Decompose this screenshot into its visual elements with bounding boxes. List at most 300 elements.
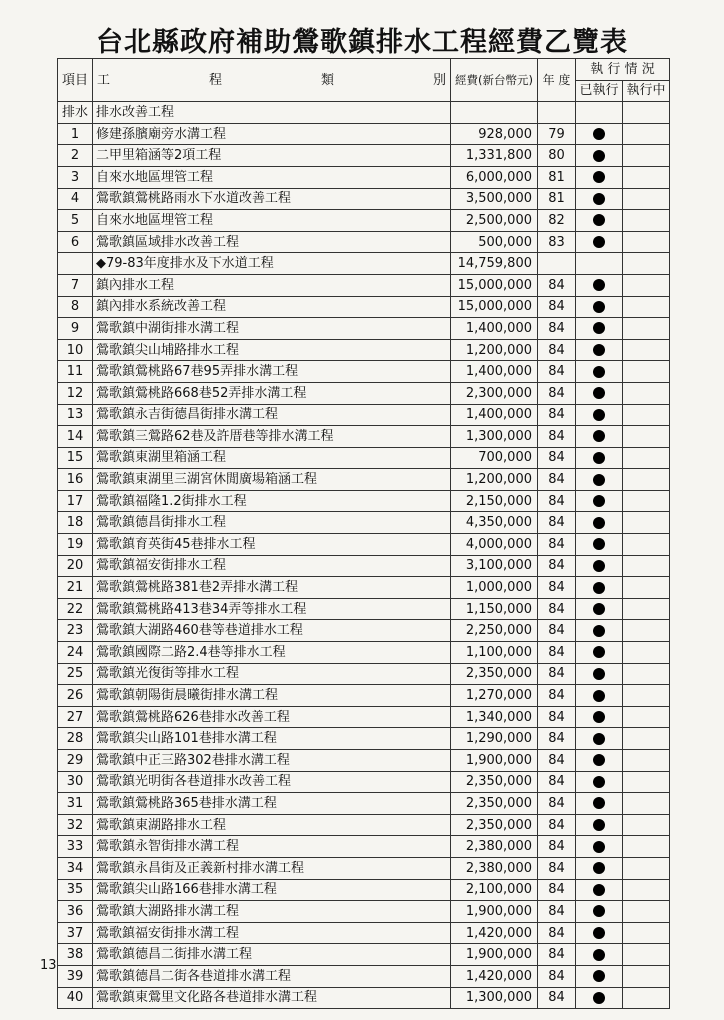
project-name: 鶯歌鎮大湖路排水溝工程	[93, 901, 451, 923]
project-name: 鶯歌鎮永昌街及正義新村排水溝工程	[93, 857, 451, 879]
project-cost: 928,000	[451, 123, 538, 145]
project-name: 鶯歌鎮永吉街德昌街排水溝工程	[93, 404, 451, 426]
status-done-cell	[576, 598, 623, 620]
table-row	[58, 771, 670, 793]
project-name: 鶯歌鎮東鶯里文化路各巷道排水溝工程	[93, 987, 451, 1009]
project-name: 鶯歌鎮尖山路166巷排水溝工程	[93, 879, 451, 901]
status-in-progress-cell	[623, 253, 670, 275]
done-dot-icon	[593, 754, 605, 766]
empty-cell	[623, 102, 670, 124]
done-dot-icon	[593, 495, 605, 507]
done-dot-icon	[593, 344, 605, 356]
table-row	[58, 469, 670, 491]
project-year: 84	[538, 296, 576, 318]
table-row	[58, 728, 670, 750]
project-cost: 6,000,000	[451, 166, 538, 188]
project-year: 84	[538, 706, 576, 728]
project-name: 鶯歌鎮育英街45巷排水工程	[93, 534, 451, 556]
table-row	[58, 188, 670, 210]
project-year: 82	[538, 210, 576, 232]
done-dot-icon	[593, 430, 605, 442]
project-year: 84	[538, 879, 576, 901]
project-cost: 1,900,000	[451, 944, 538, 966]
status-in-progress-cell	[623, 663, 670, 685]
status-done-cell	[576, 987, 623, 1009]
table-row	[58, 750, 670, 772]
project-cost: 4,350,000	[451, 512, 538, 534]
project-year: 84	[538, 361, 576, 383]
project-year: 84	[538, 771, 576, 793]
done-dot-icon	[593, 301, 605, 313]
done-dot-icon	[593, 214, 605, 226]
done-dot-icon	[593, 193, 605, 205]
header-category	[93, 59, 451, 102]
status-done-cell	[576, 123, 623, 145]
status-in-progress-cell	[623, 857, 670, 879]
done-dot-icon	[593, 884, 605, 896]
done-dot-icon	[593, 927, 605, 939]
project-name: 鶯歌鎮光復街等排水工程	[93, 663, 451, 685]
project-cost: 15,000,000	[451, 274, 538, 296]
project-year: 84	[538, 555, 576, 577]
project-cost: 2,350,000	[451, 771, 538, 793]
project-year: 84	[538, 814, 576, 836]
status-in-progress-cell	[623, 382, 670, 404]
project-year: 84	[538, 577, 576, 599]
item-number	[58, 253, 93, 275]
project-cost: 1,200,000	[451, 339, 538, 361]
project-year: 84	[538, 382, 576, 404]
item-number: 35	[58, 879, 93, 901]
project-cost: 1,300,000	[451, 987, 538, 1009]
project-cost: 1,340,000	[451, 706, 538, 728]
project-name: 鶯歌鎮德昌二街各巷道排水溝工程	[93, 965, 451, 987]
project-name: 鶯歌鎮大湖路460巷等巷道排水工程	[93, 620, 451, 642]
project-cost: 15,000,000	[451, 296, 538, 318]
status-done-cell	[576, 145, 623, 167]
project-year: 84	[538, 274, 576, 296]
status-done-cell	[576, 642, 623, 664]
table-row	[58, 642, 670, 664]
done-dot-icon	[593, 949, 605, 961]
project-cost: 500,000	[451, 231, 538, 253]
item-number: 9	[58, 318, 93, 340]
item-number: 2	[58, 145, 93, 167]
done-dot-icon	[593, 560, 605, 572]
project-year: 84	[538, 922, 576, 944]
table-row	[58, 965, 670, 987]
status-done-cell	[576, 793, 623, 815]
project-name: 鶯歌鎮鶯桃路668巷52弄排水溝工程	[93, 382, 451, 404]
table-row	[58, 685, 670, 707]
project-year: 84	[538, 447, 576, 469]
status-in-progress-cell	[623, 296, 670, 318]
project-cost: 1,290,000	[451, 728, 538, 750]
status-in-progress-cell	[623, 901, 670, 923]
header-row-top	[58, 59, 670, 81]
status-in-progress-cell	[623, 361, 670, 383]
item-number: 21	[58, 577, 93, 599]
project-year: 84	[538, 339, 576, 361]
project-name: 鶯歌鎮鶯桃路67巷95弄排水溝工程	[93, 361, 451, 383]
status-done-cell	[576, 253, 623, 275]
project-cost: 2,150,000	[451, 490, 538, 512]
status-in-progress-cell	[623, 210, 670, 232]
table-row	[58, 490, 670, 512]
done-dot-icon	[593, 538, 605, 550]
status-in-progress-cell	[623, 318, 670, 340]
project-name: 鶯歌鎮東湖路排水工程	[93, 814, 451, 836]
project-cost: 4,000,000	[451, 534, 538, 556]
project-year: 84	[538, 728, 576, 750]
header-category-char: 工	[97, 72, 111, 88]
project-name: 鎮內排水系統改善工程	[93, 296, 451, 318]
done-dot-icon	[593, 690, 605, 702]
done-dot-icon	[593, 905, 605, 917]
project-name: 鶯歌鎮尖山路101巷排水溝工程	[93, 728, 451, 750]
item-number: 34	[58, 857, 93, 879]
table-row	[58, 901, 670, 923]
table-row	[58, 210, 670, 232]
table-row	[58, 706, 670, 728]
status-done-cell	[576, 814, 623, 836]
item-number: 27	[58, 706, 93, 728]
item-number: 26	[58, 685, 93, 707]
done-dot-icon	[593, 970, 605, 982]
project-year: 84	[538, 620, 576, 642]
page-title: 台北縣政府補助鶯歌鎮排水工程經費乙覽表	[96, 27, 628, 58]
project-name: 鶯歌鎮鶯桃路626巷排水改善工程	[93, 706, 451, 728]
status-in-progress-cell	[623, 274, 670, 296]
item-number: 18	[58, 512, 93, 534]
table-row	[58, 879, 670, 901]
done-dot-icon	[593, 279, 605, 291]
project-cost: 1,300,000	[451, 426, 538, 448]
project-cost: 2,350,000	[451, 793, 538, 815]
status-in-progress-cell	[623, 490, 670, 512]
header-year: 年 度	[538, 59, 576, 102]
project-year: 79	[538, 123, 576, 145]
status-done-cell	[576, 188, 623, 210]
table-row	[58, 922, 670, 944]
table-row	[58, 404, 670, 426]
table-row	[58, 944, 670, 966]
status-done-cell	[576, 447, 623, 469]
project-cost: 1,000,000	[451, 577, 538, 599]
project-cost: 1,400,000	[451, 361, 538, 383]
status-in-progress-cell	[623, 750, 670, 772]
item-number: 15	[58, 447, 93, 469]
project-name: 鶯歌鎮中湖街排水溝工程	[93, 318, 451, 340]
page-number: 13	[40, 958, 57, 973]
done-dot-icon	[593, 387, 605, 399]
project-name: ◆79-83年度排水及下水道工程	[93, 253, 451, 275]
project-year: 84	[538, 685, 576, 707]
status-done-cell	[576, 512, 623, 534]
item-number: 13	[58, 404, 93, 426]
table-row	[58, 620, 670, 642]
project-name: 鶯歌鎮德昌街排水工程	[93, 512, 451, 534]
project-cost: 1,331,800	[451, 145, 538, 167]
project-name: 鶯歌鎮中正三路302巷排水溝工程	[93, 750, 451, 772]
status-done-cell	[576, 166, 623, 188]
status-done-cell	[576, 534, 623, 556]
empty-cell	[451, 102, 538, 124]
table-row	[58, 857, 670, 879]
section-label: 排水改善工程	[93, 102, 451, 124]
header-done: 已執行	[576, 80, 623, 102]
project-year: 84	[538, 318, 576, 340]
project-name: 鶯歌鎮鶯桃路雨水下水道改善工程	[93, 188, 451, 210]
done-dot-icon	[593, 711, 605, 723]
project-name: 鶯歌鎮朝陽街晨曦街排水溝工程	[93, 685, 451, 707]
header-category-char: 程	[208, 72, 222, 88]
header-status: 執 行 情 況	[576, 59, 670, 81]
status-in-progress-cell	[623, 728, 670, 750]
status-in-progress-cell	[623, 534, 670, 556]
item-number: 22	[58, 598, 93, 620]
item-number: 10	[58, 339, 93, 361]
item-number: 33	[58, 836, 93, 858]
project-year: 84	[538, 512, 576, 534]
item-number: 14	[58, 426, 93, 448]
status-in-progress-cell	[623, 555, 670, 577]
header-in-progress: 執行中	[623, 80, 670, 102]
table-row	[58, 598, 670, 620]
status-done-cell	[576, 706, 623, 728]
table-row	[58, 382, 670, 404]
project-year: 84	[538, 965, 576, 987]
done-dot-icon	[593, 819, 605, 831]
project-name: 二甲里箱涵等2項工程	[93, 145, 451, 167]
project-name: 鶯歌鎮福隆1.2街排水工程	[93, 490, 451, 512]
status-done-cell	[576, 490, 623, 512]
status-in-progress-cell	[623, 123, 670, 145]
status-done-cell	[576, 469, 623, 491]
item-number: 36	[58, 901, 93, 923]
status-in-progress-cell	[623, 426, 670, 448]
project-name: 自來水地區埋管工程	[93, 210, 451, 232]
item-number: 29	[58, 750, 93, 772]
status-in-progress-cell	[623, 598, 670, 620]
status-done-cell	[576, 965, 623, 987]
status-done-cell	[576, 361, 623, 383]
project-year: 84	[538, 642, 576, 664]
table-row	[58, 447, 670, 469]
status-done-cell	[576, 728, 623, 750]
status-in-progress-cell	[623, 469, 670, 491]
done-dot-icon	[593, 582, 605, 594]
project-year: 84	[538, 426, 576, 448]
project-cost: 3,100,000	[451, 555, 538, 577]
table-row	[58, 296, 670, 318]
project-year: 84	[538, 987, 576, 1009]
status-in-progress-cell	[623, 512, 670, 534]
project-cost: 2,300,000	[451, 382, 538, 404]
status-in-progress-cell	[623, 231, 670, 253]
table-row	[58, 512, 670, 534]
status-done-cell	[576, 857, 623, 879]
project-cost: 1,420,000	[451, 965, 538, 987]
status-in-progress-cell	[623, 944, 670, 966]
project-year: 84	[538, 490, 576, 512]
item-number: 38	[58, 944, 93, 966]
done-dot-icon	[593, 841, 605, 853]
done-dot-icon	[593, 992, 605, 1004]
done-dot-icon	[593, 776, 605, 788]
status-done-cell	[576, 901, 623, 923]
status-done-cell	[576, 404, 623, 426]
status-done-cell	[576, 318, 623, 340]
status-done-cell	[576, 663, 623, 685]
table-row	[58, 987, 670, 1009]
table-row	[58, 426, 670, 448]
done-dot-icon	[593, 474, 605, 486]
project-cost: 1,900,000	[451, 901, 538, 923]
status-done-cell	[576, 836, 623, 858]
table-row	[58, 793, 670, 815]
done-dot-icon	[593, 366, 605, 378]
project-cost: 1,900,000	[451, 750, 538, 772]
status-in-progress-cell	[623, 771, 670, 793]
item-number: 12	[58, 382, 93, 404]
item-number: 17	[58, 490, 93, 512]
status-done-cell	[576, 685, 623, 707]
section-code: 排水	[58, 102, 93, 124]
done-dot-icon	[593, 150, 605, 162]
status-in-progress-cell	[623, 404, 670, 426]
item-number: 11	[58, 361, 93, 383]
project-cost: 3,500,000	[451, 188, 538, 210]
project-year: 84	[538, 404, 576, 426]
item-number: 25	[58, 663, 93, 685]
header-category-char: 類	[320, 72, 334, 88]
project-year: 84	[538, 598, 576, 620]
project-year: 81	[538, 166, 576, 188]
project-year: 84	[538, 836, 576, 858]
project-name: 修建孫臏廟旁水溝工程	[93, 123, 451, 145]
status-in-progress-cell	[623, 836, 670, 858]
table-row	[58, 274, 670, 296]
project-year: 84	[538, 663, 576, 685]
project-cost: 2,100,000	[451, 879, 538, 901]
item-number: 1	[58, 123, 93, 145]
project-cost: 2,350,000	[451, 814, 538, 836]
status-done-cell	[576, 274, 623, 296]
status-in-progress-cell	[623, 577, 670, 599]
project-cost: 1,400,000	[451, 318, 538, 340]
table-row	[58, 166, 670, 188]
status-done-cell	[576, 426, 623, 448]
status-done-cell	[576, 750, 623, 772]
status-in-progress-cell	[623, 793, 670, 815]
item-number: 24	[58, 642, 93, 664]
done-dot-icon	[593, 322, 605, 334]
status-in-progress-cell	[623, 814, 670, 836]
project-name: 鶯歌鎮鶯桃路381巷2弄排水溝工程	[93, 577, 451, 599]
status-in-progress-cell	[623, 922, 670, 944]
project-name: 鶯歌鎮福安街排水溝工程	[93, 922, 451, 944]
status-done-cell	[576, 382, 623, 404]
project-name: 鎮內排水工程	[93, 274, 451, 296]
expense-table	[57, 58, 670, 1009]
project-cost: 2,500,000	[451, 210, 538, 232]
project-name: 鶯歌鎮鶯桃路365巷排水溝工程	[93, 793, 451, 815]
done-dot-icon	[593, 452, 605, 464]
status-in-progress-cell	[623, 447, 670, 469]
status-in-progress-cell	[623, 879, 670, 901]
section-row	[58, 102, 670, 124]
status-in-progress-cell	[623, 166, 670, 188]
item-number: 32	[58, 814, 93, 836]
table-row	[58, 361, 670, 383]
status-in-progress-cell	[623, 685, 670, 707]
item-number: 40	[58, 987, 93, 1009]
item-number: 37	[58, 922, 93, 944]
table-row	[58, 577, 670, 599]
project-year: 84	[538, 793, 576, 815]
project-cost: 2,350,000	[451, 663, 538, 685]
status-in-progress-cell	[623, 965, 670, 987]
done-dot-icon	[593, 128, 605, 140]
item-number: 19	[58, 534, 93, 556]
status-in-progress-cell	[623, 145, 670, 167]
header-item: 項目	[58, 59, 93, 102]
status-done-cell	[576, 577, 623, 599]
header-cost: 經費(新台幣元)	[451, 59, 538, 102]
project-name: 鶯歌鎮三鶯路62巷及許厝巷等排水溝工程	[93, 426, 451, 448]
table-row	[58, 555, 670, 577]
project-year: 84	[538, 534, 576, 556]
project-cost: 700,000	[451, 447, 538, 469]
project-cost: 1,400,000	[451, 404, 538, 426]
status-in-progress-cell	[623, 642, 670, 664]
project-name: 鶯歌鎮東湖里箱涵工程	[93, 447, 451, 469]
item-number: 20	[58, 555, 93, 577]
project-year: 84	[538, 901, 576, 923]
table-row	[58, 339, 670, 361]
project-year: 84	[538, 469, 576, 491]
done-dot-icon	[593, 668, 605, 680]
item-number: 31	[58, 793, 93, 815]
item-number: 8	[58, 296, 93, 318]
done-dot-icon	[593, 171, 605, 183]
item-number: 7	[58, 274, 93, 296]
project-name: 鶯歌鎮福安街排水工程	[93, 555, 451, 577]
project-name: 鶯歌鎮東湖里三湖宮休閒廣場箱涵工程	[93, 469, 451, 491]
project-year: 83	[538, 231, 576, 253]
header-category-char: 別	[432, 72, 446, 88]
project-cost: 1,270,000	[451, 685, 538, 707]
done-dot-icon	[593, 236, 605, 248]
table-row	[58, 318, 670, 340]
project-year: 84	[538, 857, 576, 879]
status-in-progress-cell	[623, 706, 670, 728]
item-number: 39	[58, 965, 93, 987]
project-year: 84	[538, 944, 576, 966]
project-year: 81	[538, 188, 576, 210]
project-year: 84	[538, 750, 576, 772]
done-dot-icon	[593, 517, 605, 529]
status-done-cell	[576, 210, 623, 232]
item-number: 3	[58, 166, 93, 188]
done-dot-icon	[593, 646, 605, 658]
status-done-cell	[576, 771, 623, 793]
done-dot-icon	[593, 625, 605, 637]
status-in-progress-cell	[623, 188, 670, 210]
item-number: 6	[58, 231, 93, 253]
table-row	[58, 231, 670, 253]
